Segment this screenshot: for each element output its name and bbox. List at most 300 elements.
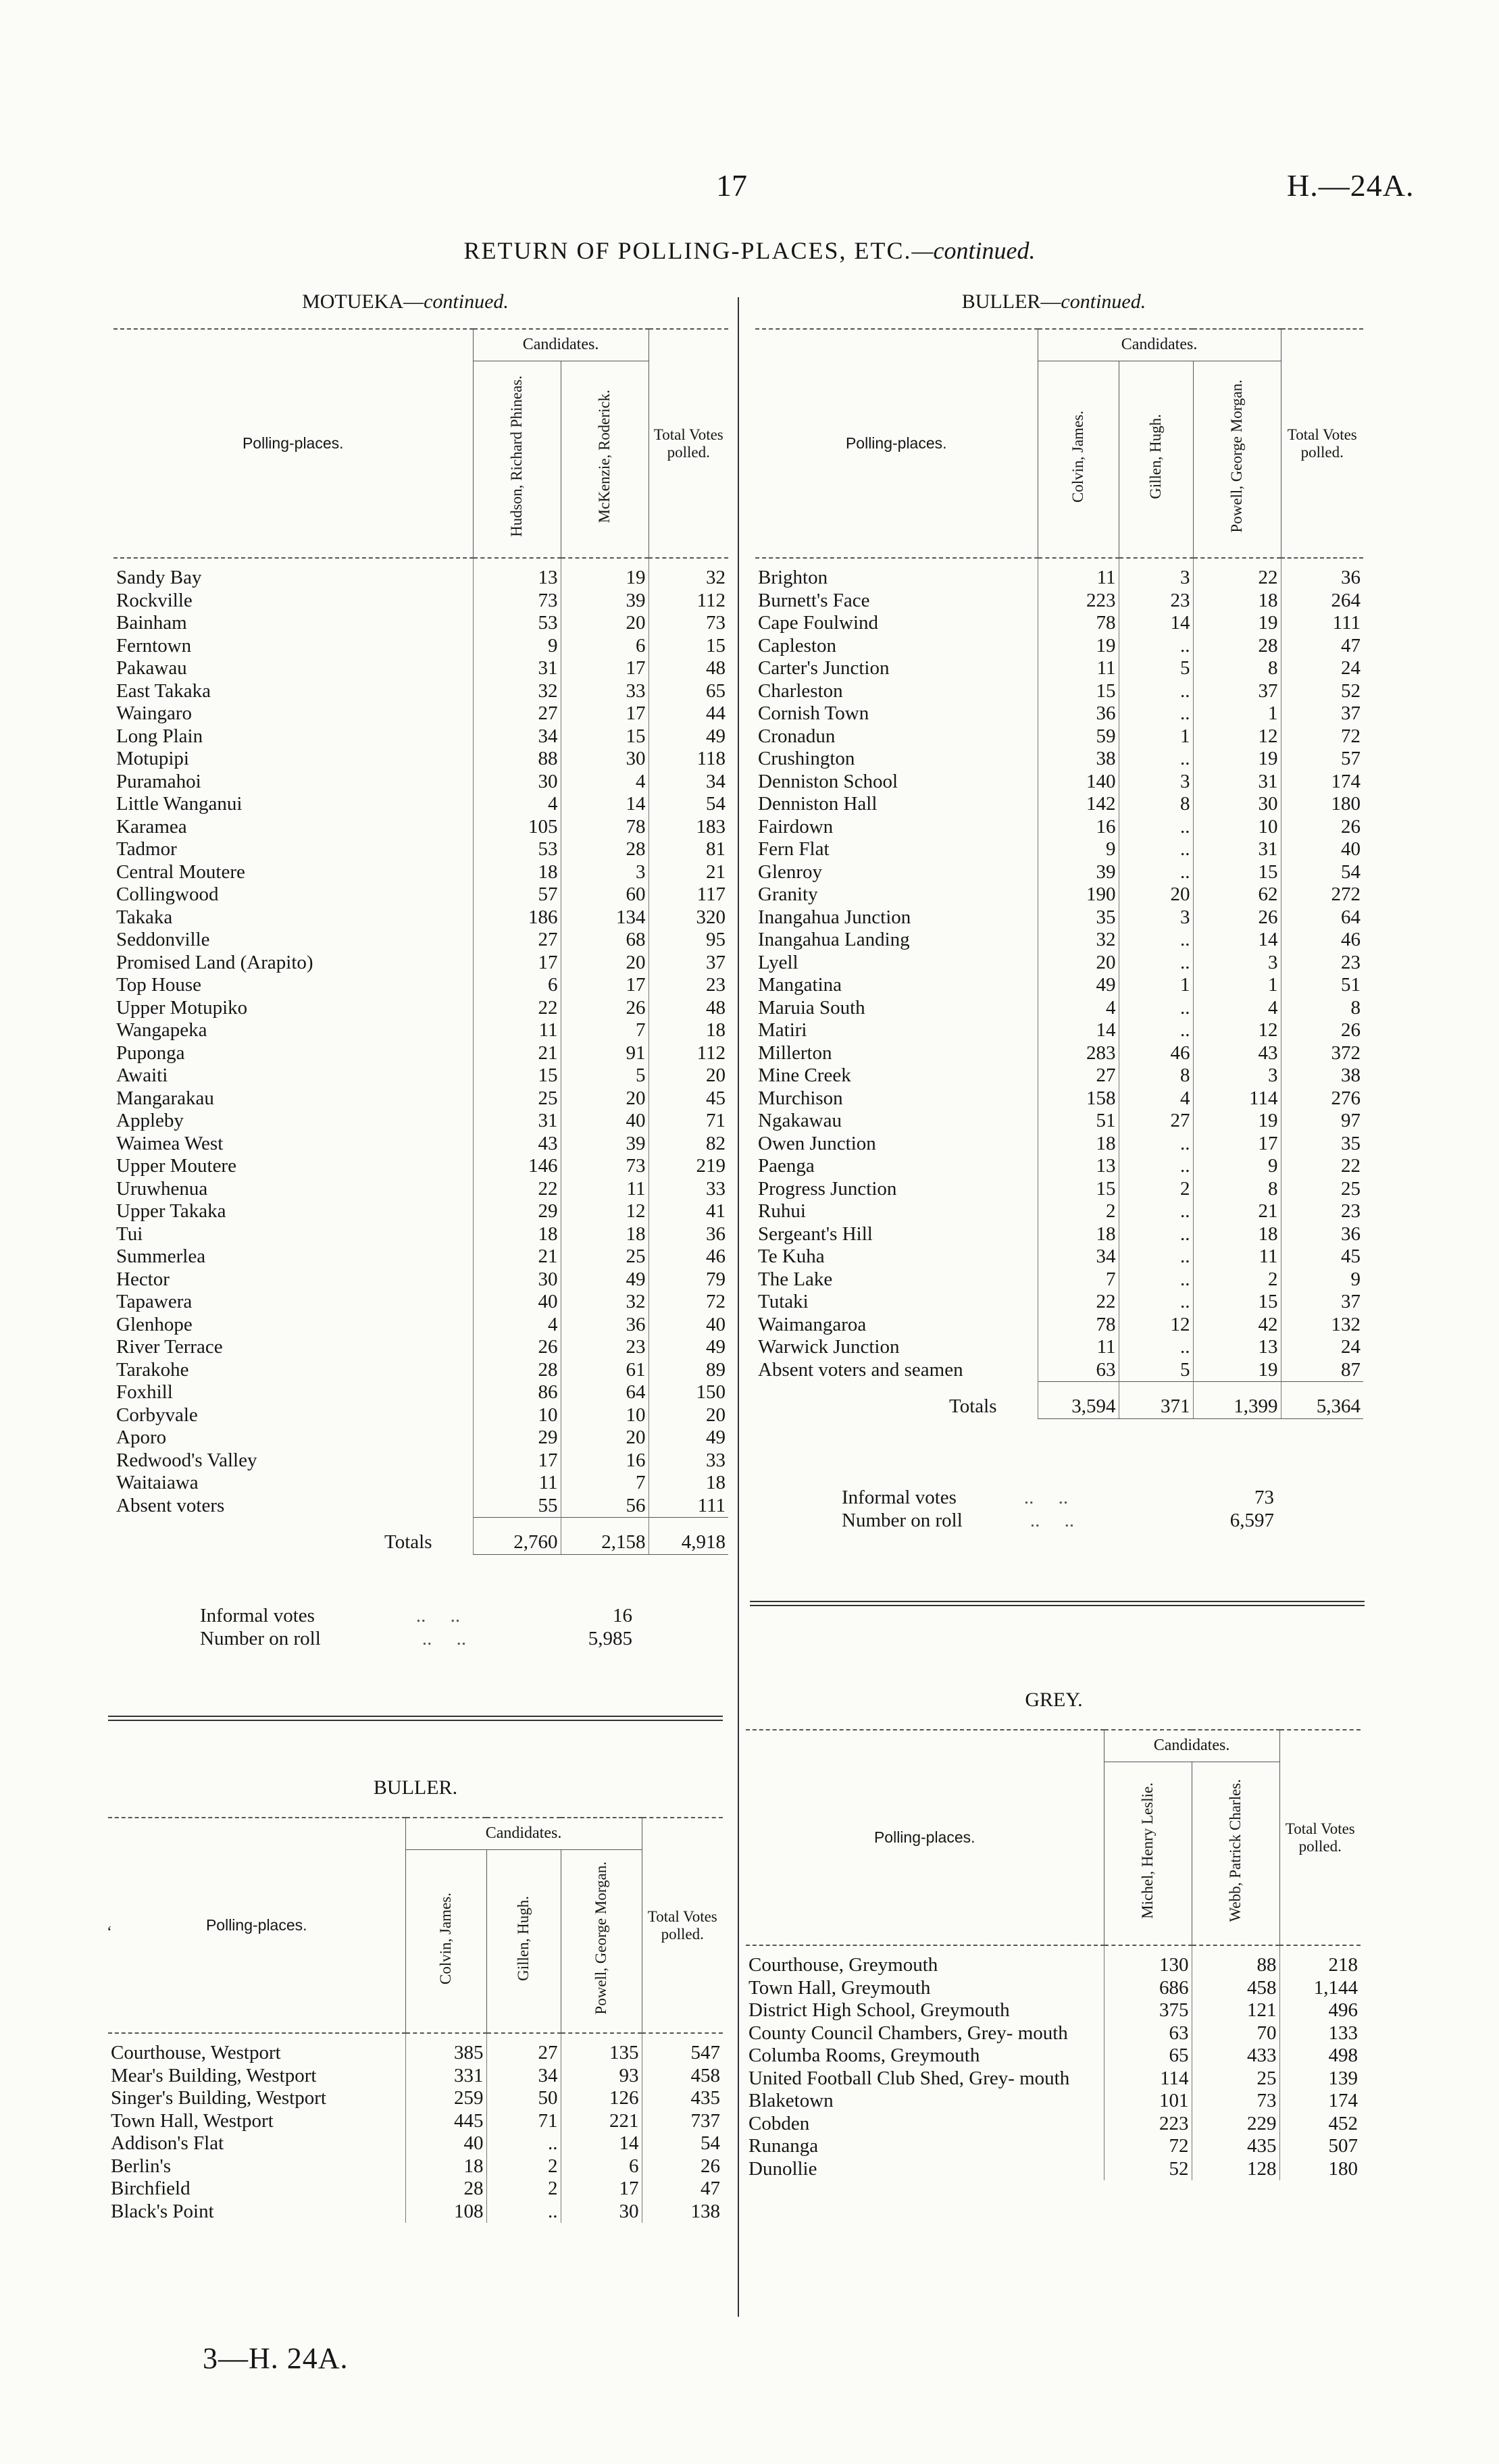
totals-row <box>755 1382 1363 1419</box>
candidate-votes-cell: 3 <box>1193 1064 1281 1087</box>
polling-place-name: Fairdown <box>758 815 834 838</box>
table-row <box>755 1087 1363 1110</box>
buller-cont-title-main: BULLER— <box>961 290 1061 313</box>
candidate-votes-cell: 63 <box>1038 1359 1119 1382</box>
candidate-votes-cell: 57 <box>473 883 561 906</box>
polling-place-name: Denniston Hall <box>758 793 878 815</box>
table-row <box>755 1268 1363 1291</box>
total-votes-cell: 180 <box>1279 2158 1361 2181</box>
candidate-votes-cell: 433 <box>1192 2045 1279 2068</box>
candidate-votes-cell: .. <box>1119 1268 1193 1291</box>
buller-cont-header-candidate-2 <box>1119 361 1193 559</box>
candidate-votes-cell: 19 <box>561 558 649 590</box>
candidate-votes-cell: 5 <box>1119 657 1193 680</box>
candidate-votes-cell: 108 <box>405 2201 486 2224</box>
candidate-votes-cell: .. <box>1119 1155 1193 1178</box>
polling-place-name: Waimangaroa <box>758 1313 867 1335</box>
total-votes-cell: 133 <box>1279 2022 1361 2045</box>
table-row <box>755 861 1363 884</box>
candidate-votes-cell: 14 <box>561 793 649 816</box>
total-votes-cell: 180 <box>1281 793 1363 816</box>
polling-place-name: Waimea West <box>116 1132 224 1154</box>
total-votes-cell: 372 <box>1281 1042 1363 1065</box>
polling-place-name: Summerlea <box>116 1246 206 1267</box>
table-row <box>755 680 1363 703</box>
total-votes-cell: 22 <box>1281 1155 1363 1178</box>
total-votes-cell: 32 <box>649 558 728 590</box>
table-row <box>755 748 1363 771</box>
total-votes-cell: 26 <box>1281 816 1363 839</box>
polling-place-name: Waitaiawa <box>116 1472 199 1493</box>
candidate-votes-cell: 26 <box>1193 906 1281 929</box>
candidate-votes-cell: 23 <box>561 1336 649 1359</box>
total-votes-cell: 81 <box>649 838 728 861</box>
total-votes-cell: 498 <box>1279 2045 1361 2068</box>
total-votes-cell: 150 <box>649 1381 728 1404</box>
total-votes-cell: 45 <box>1281 1246 1363 1268</box>
candidate-votes-cell: 142 <box>1038 793 1119 816</box>
motueka-header-candidates: Candidates. <box>473 329 649 361</box>
polling-place-name: Puramahoi <box>116 770 201 792</box>
totals-cell: 3,594 <box>1038 1382 1119 1419</box>
totals-label: Totals <box>949 1395 997 1417</box>
polling-place-name: Cornish Town <box>758 702 869 724</box>
total-votes-cell: 112 <box>649 590 728 613</box>
table-row <box>113 816 728 839</box>
candidate-votes-cell: 11 <box>561 1178 649 1201</box>
polling-place-name: Black's Point <box>111 2200 214 2222</box>
candidate-votes-cell: 15 <box>561 725 649 748</box>
polling-place-name: Wangapeka <box>116 1019 207 1041</box>
table-row <box>755 793 1363 816</box>
table-row <box>108 2132 723 2155</box>
candidate-votes-cell: 19 <box>1193 1110 1281 1133</box>
total-votes-cell: 54 <box>1281 861 1363 884</box>
candidate-votes-cell: 134 <box>561 906 649 929</box>
candidate-votes-cell: 30 <box>1193 793 1281 816</box>
polling-place-name: Hector <box>116 1268 170 1290</box>
polling-place-name: Tutaki <box>758 1291 809 1312</box>
polling-place-name: Singer's Building, Westport <box>111 2087 326 2109</box>
motueka-informal-value: 16 <box>613 1605 632 1626</box>
polling-place-name: Addison's Flat <box>111 2132 224 2154</box>
table-row <box>755 1359 1363 1382</box>
totals-cell: 2,158 <box>561 1518 649 1555</box>
table-row <box>113 1404 728 1427</box>
buller-cont-header-total-votes: Total Votes polled. <box>1281 329 1363 558</box>
polling-place-name: Ngakawau <box>758 1110 842 1131</box>
candidate-votes-cell: 5 <box>561 1064 649 1087</box>
polling-place-name: Ruhui <box>758 1200 806 1222</box>
buller-cont-informal-value: 73 <box>1254 1487 1274 1508</box>
motueka-header-polling-places: Polling-places. <box>113 329 473 558</box>
grey-header-polling-places: Polling-places. <box>746 1730 1104 1945</box>
total-votes-cell: 46 <box>649 1246 728 1268</box>
candidate-votes-cell: 221 <box>561 2110 642 2133</box>
candidate-votes-cell: 27 <box>473 702 561 725</box>
polling-place-name: Ferntown <box>116 634 192 657</box>
table-row <box>113 702 728 725</box>
total-votes-cell: 507 <box>1279 2135 1361 2158</box>
table-row <box>755 1110 1363 1133</box>
table-row <box>755 883 1363 906</box>
candidate-votes-cell: 146 <box>473 1155 561 1178</box>
table-row <box>113 612 728 635</box>
table-row <box>113 929 728 952</box>
candidate-votes-cell: 7 <box>1038 1268 1119 1291</box>
table-row <box>108 2178 723 2201</box>
candidate-votes-cell: 88 <box>1192 1945 1279 1977</box>
table-row <box>755 929 1363 952</box>
table-row <box>755 1133 1363 1156</box>
candidate-votes-cell: 43 <box>1193 1042 1281 1065</box>
candidate-votes-cell: 2 <box>1193 1268 1281 1291</box>
candidate-votes-cell: .. <box>1119 1291 1193 1314</box>
candidate-votes-cell: .. <box>486 2132 561 2155</box>
polling-place-name: Sandy Bay <box>116 567 202 588</box>
candidate-votes-cell: 15 <box>1193 861 1281 884</box>
total-votes-cell: 112 <box>649 1042 728 1065</box>
table-row <box>746 1999 1361 2022</box>
total-votes-cell: 40 <box>1281 838 1363 861</box>
buller-cont-header-polling-places: Polling-places. <box>755 329 1038 558</box>
table-row <box>755 1155 1363 1178</box>
buller-candidate-2-name: Gillen, Hugh. <box>515 1895 532 1981</box>
candidate-votes-cell: 10 <box>561 1404 649 1427</box>
total-votes-cell: 276 <box>1281 1087 1363 1110</box>
polling-place-name: Denniston School <box>758 770 898 792</box>
candidate-votes-cell: 114 <box>1104 2068 1192 2090</box>
candidate-votes-cell: 38 <box>1038 748 1119 771</box>
candidate-votes-cell: 34 <box>473 725 561 748</box>
candidate-votes-cell: 11 <box>473 1472 561 1495</box>
candidate-votes-cell: 458 <box>1192 1977 1279 2000</box>
polling-place-name: Promised Land (Arapito) <box>116 951 313 973</box>
candidate-votes-cell: .. <box>1119 702 1193 725</box>
candidate-votes-cell: 19 <box>1193 748 1281 771</box>
candidate-votes-cell: 21 <box>473 1042 561 1065</box>
total-votes-cell: 219 <box>649 1155 728 1178</box>
candidate-votes-cell: 30 <box>561 748 649 771</box>
totals-cell: 1,399 <box>1193 1382 1281 1419</box>
candidate-votes-cell: 29 <box>473 1200 561 1223</box>
table-row <box>113 1359 728 1382</box>
polling-place-name: Rockville <box>116 589 193 611</box>
total-votes-cell: 111 <box>1281 612 1363 635</box>
polling-place-name: Granity <box>758 883 818 905</box>
polling-place-name: Murchison <box>758 1087 843 1109</box>
buller-candidate-3-name: Powell, George Morgan. <box>592 1862 609 2016</box>
total-votes-cell: 1,144 <box>1279 1977 1361 2000</box>
polling-place-name: River Terrace <box>116 1336 223 1358</box>
table-row <box>755 702 1363 725</box>
candidate-votes-cell: 12 <box>1193 1019 1281 1042</box>
polling-place-name: Warwick Junction <box>758 1336 900 1358</box>
candidate-votes-cell: 20 <box>1038 952 1119 975</box>
grey-candidate-2-name: Webb, Patrick Charles. <box>1227 1779 1244 1922</box>
total-votes-cell: 72 <box>649 1291 728 1314</box>
total-votes-cell: 47 <box>642 2178 723 2201</box>
candidate-votes-cell: 22 <box>1193 558 1281 590</box>
polling-place-name: Progress Junction <box>758 1177 897 1200</box>
candidate-votes-cell: 35 <box>1038 906 1119 929</box>
buller-candidate-1-name: Colvin, James. <box>437 1892 454 1984</box>
stray-mark: ‘ <box>107 1924 112 1941</box>
total-votes-cell: 33 <box>649 1449 728 1472</box>
polling-place-name: Courthouse, Greymouth <box>748 1954 938 1976</box>
table-row <box>113 635 728 658</box>
candidate-votes-cell: 8 <box>1193 1178 1281 1201</box>
candidate-votes-cell: 31 <box>1193 838 1281 861</box>
table-row <box>755 838 1363 861</box>
grey-header-candidate-2 <box>1192 1762 1279 1946</box>
polling-place-name: Mine Creek <box>758 1064 851 1086</box>
total-votes-cell: 37 <box>1281 702 1363 725</box>
candidate-votes-cell: 20 <box>561 1427 649 1449</box>
candidate-votes-cell: .. <box>1119 861 1193 884</box>
total-votes-cell: 21 <box>649 861 728 884</box>
candidate-votes-cell: 78 <box>1038 612 1119 635</box>
candidate-votes-cell: 40 <box>405 2132 486 2155</box>
candidate-votes-cell: 56 <box>561 1495 649 1518</box>
candidate-votes-cell: 7 <box>561 1019 649 1042</box>
polling-place-name: Burnett's Face <box>758 589 870 611</box>
total-votes-cell: 117 <box>649 883 728 906</box>
total-votes-cell: 8 <box>1281 997 1363 1020</box>
candidate-votes-cell: 25 <box>561 1246 649 1268</box>
candidate-votes-cell: 18 <box>405 2155 486 2178</box>
polling-place-name: Capleston <box>758 634 836 657</box>
polling-place-name: Fern Flat <box>758 838 830 860</box>
polling-place-name: Karamea <box>116 815 187 838</box>
total-votes-cell: 65 <box>649 680 728 703</box>
candidate-votes-cell: 18 <box>1038 1133 1119 1156</box>
candidate-votes-cell: 86 <box>473 1381 561 1404</box>
candidate-votes-cell: 17 <box>561 974 649 997</box>
polling-place-name: Columba Rooms, Greymouth <box>748 2045 980 2066</box>
polling-place-name: Lyell <box>758 951 798 973</box>
candidate-votes-cell: 223 <box>1038 590 1119 613</box>
total-votes-cell: 18 <box>649 1472 728 1495</box>
buller-cont-table <box>755 328 1363 1419</box>
candidate-votes-cell: 33 <box>561 680 649 703</box>
total-votes-cell: 24 <box>1281 657 1363 680</box>
candidate-votes-cell: 51 <box>1038 1110 1119 1133</box>
polling-place-name: Tapawera <box>116 1291 193 1312</box>
buller-cont-roll-label: Number on roll <box>842 1510 963 1531</box>
buller-cont-title-suffix: continued. <box>1061 290 1146 313</box>
table-row <box>113 1449 728 1472</box>
table-row <box>113 1019 728 1042</box>
total-votes-cell: 47 <box>1281 635 1363 658</box>
candidate-votes-cell: 73 <box>473 590 561 613</box>
table-row <box>755 1336 1363 1359</box>
polling-place-name: Te Kuha <box>758 1246 825 1267</box>
candidate-votes-cell: 78 <box>561 816 649 839</box>
polling-place-name: United Football Club Shed, Grey- mouth <box>748 2067 1070 2089</box>
buller-cont-informal-label: Informal votes <box>842 1487 957 1508</box>
polling-place-name: Upper Takaka <box>116 1200 226 1222</box>
candidate-votes-cell: 43 <box>473 1133 561 1156</box>
candidate-votes-cell: 259 <box>405 2087 486 2110</box>
candidate-votes-cell: 39 <box>561 1133 649 1156</box>
candidate-votes-cell: 15 <box>1193 1291 1281 1314</box>
candidate-votes-cell: 9 <box>1193 1155 1281 1178</box>
candidate-votes-cell: 8 <box>1119 1064 1193 1087</box>
candidate-votes-cell: 22 <box>473 1178 561 1201</box>
candidate-votes-cell: 63 <box>1104 2022 1192 2045</box>
candidate-votes-cell: 3 <box>1119 558 1193 590</box>
table-row <box>755 997 1363 1020</box>
candidate-votes-cell: 435 <box>1192 2135 1279 2158</box>
candidate-votes-cell: .. <box>1119 635 1193 658</box>
candidate-votes-cell: 11 <box>1038 1336 1119 1359</box>
polling-place-name: The Lake <box>758 1268 833 1290</box>
buller-cont-rows <box>755 558 1363 1418</box>
candidate-votes-cell: 64 <box>561 1381 649 1404</box>
total-votes-cell: 23 <box>1281 952 1363 975</box>
total-votes-cell: 218 <box>1279 1945 1361 1977</box>
candidate-votes-cell: 27 <box>473 929 561 952</box>
candidate-votes-cell: .. <box>1119 680 1193 703</box>
candidate-votes-cell: 15 <box>473 1064 561 1087</box>
motueka-table <box>113 328 728 1555</box>
table-row <box>755 590 1363 613</box>
total-votes-cell: 458 <box>642 2065 723 2088</box>
grey-header-candidate-1 <box>1104 1762 1192 1946</box>
candidate-votes-cell: 27 <box>1038 1064 1119 1087</box>
page-number: 17 <box>716 168 747 203</box>
polling-place-name: Cronadun <box>758 725 836 747</box>
candidate-votes-cell: 445 <box>405 2110 486 2133</box>
candidate-votes-cell: 36 <box>561 1314 649 1337</box>
candidate-votes-cell: 4 <box>561 771 649 794</box>
table-row <box>113 680 728 703</box>
buller-header-polling-places: Polling-places. <box>108 1818 405 2033</box>
candidate-votes-cell: .. <box>1119 1336 1193 1359</box>
candidate-votes-cell: 59 <box>1038 725 1119 748</box>
candidate-votes-cell: 229 <box>1192 2113 1279 2136</box>
buller-header-candidates: Candidates. <box>405 1818 642 1850</box>
candidate-votes-cell: 20 <box>561 612 649 635</box>
total-votes-cell: 9 <box>1281 1268 1363 1291</box>
polling-place-name: Runanga <box>748 2135 819 2157</box>
candidate-votes-cell: 60 <box>561 883 649 906</box>
candidate-votes-cell: 17 <box>473 952 561 975</box>
candidate-votes-cell: 114 <box>1193 1087 1281 1110</box>
polling-place-name: Absent voters <box>116 1494 225 1516</box>
candidate-votes-cell: 375 <box>1104 1999 1192 2022</box>
polling-place-name: Birchfield <box>111 2178 190 2199</box>
table-row <box>113 1087 728 1110</box>
candidate-votes-cell: 30 <box>561 2201 642 2224</box>
polling-place-name: Brighton <box>758 567 828 588</box>
polling-place-name: Corbyvale <box>116 1404 198 1426</box>
polling-place-name: Foxhill <box>116 1381 173 1403</box>
table-row <box>755 816 1363 839</box>
polling-place-name: Tadmor <box>116 838 177 860</box>
total-votes-cell: 48 <box>649 997 728 1020</box>
table-row <box>755 1178 1363 1201</box>
candidate-votes-cell: 2 <box>1119 1178 1193 1201</box>
candidate-votes-cell: 39 <box>561 590 649 613</box>
table-row <box>113 883 728 906</box>
table-row <box>113 558 728 590</box>
candidate-votes-cell: 26 <box>473 1336 561 1359</box>
polling-place-name: Dunollie <box>748 2157 817 2180</box>
candidate-votes-cell: 21 <box>1193 1200 1281 1223</box>
candidate-votes-cell: 20 <box>1119 883 1193 906</box>
total-votes-cell: 111 <box>649 1495 728 1518</box>
candidate-votes-cell: 42 <box>1193 1314 1281 1337</box>
buller-header-candidate-2 <box>486 1850 561 2034</box>
polling-place-name: Town Hall, Westport <box>111 2109 274 2132</box>
table-row <box>746 2045 1361 2068</box>
candidate-votes-cell: 61 <box>561 1359 649 1382</box>
candidate-votes-cell: 11 <box>1038 657 1119 680</box>
motueka-candidate-2-name: McKenzie, Roderick. <box>596 390 613 523</box>
candidate-votes-cell: 32 <box>1038 929 1119 952</box>
candidate-votes-cell: 20 <box>561 952 649 975</box>
total-votes-cell: 41 <box>649 1200 728 1223</box>
polling-place-name: District High School, Greymouth <box>748 1999 1010 2021</box>
candidate-votes-cell: 62 <box>1193 883 1281 906</box>
candidate-votes-cell: 128 <box>1192 2158 1279 2181</box>
candidate-votes-cell: 36 <box>1038 702 1119 725</box>
candidate-votes-cell: 27 <box>486 2033 561 2065</box>
candidate-votes-cell: 31 <box>473 657 561 680</box>
candidate-votes-cell: 70 <box>1192 2022 1279 2045</box>
polling-place-name: Paenga <box>758 1155 815 1177</box>
table-row <box>113 771 728 794</box>
total-votes-cell: 97 <box>1281 1110 1363 1133</box>
table-row <box>113 1042 728 1065</box>
grey-candidate-1-name: Michel, Henry Leslie. <box>1139 1782 1156 1919</box>
buller-header-candidate-1 <box>405 1850 486 2034</box>
total-votes-cell: 18 <box>649 1019 728 1042</box>
table-row <box>113 1246 728 1268</box>
total-votes-cell: 36 <box>649 1223 728 1246</box>
total-votes-cell: 54 <box>649 793 728 816</box>
motueka-section-title <box>108 290 703 313</box>
buller-cont-end-rule <box>750 1601 1365 1606</box>
motueka-title-main: MOTUEKA— <box>302 290 424 313</box>
candidate-votes-cell: 385 <box>405 2033 486 2065</box>
candidate-votes-cell: 223 <box>1104 2113 1192 2136</box>
buller-header-candidate-3 <box>561 1850 642 2034</box>
page-signature: 3—H. 24A. <box>203 2342 349 2375</box>
candidate-votes-cell: 7 <box>561 1472 649 1495</box>
total-votes-cell: 272 <box>1281 883 1363 906</box>
table-row <box>746 1945 1361 1977</box>
candidate-votes-cell: 91 <box>561 1042 649 1065</box>
buller-cont-header-candidate-3 <box>1193 361 1281 559</box>
table-row <box>755 612 1363 635</box>
candidate-votes-cell: 17 <box>1193 1133 1281 1156</box>
candidate-votes-cell: 3 <box>1193 952 1281 975</box>
buller-rows <box>108 2033 723 2223</box>
table-row <box>113 1155 728 1178</box>
total-votes-cell: 73 <box>649 612 728 635</box>
candidate-votes-cell: .. <box>1119 748 1193 771</box>
candidate-votes-cell: 19 <box>1193 612 1281 635</box>
table-row <box>755 1042 1363 1065</box>
totals-label: Totals <box>384 1531 432 1553</box>
candidate-votes-cell: 25 <box>473 1087 561 1110</box>
total-votes-cell: 64 <box>1281 906 1363 929</box>
table-row <box>746 2068 1361 2090</box>
report-reference: H.—24A. <box>1287 168 1415 203</box>
